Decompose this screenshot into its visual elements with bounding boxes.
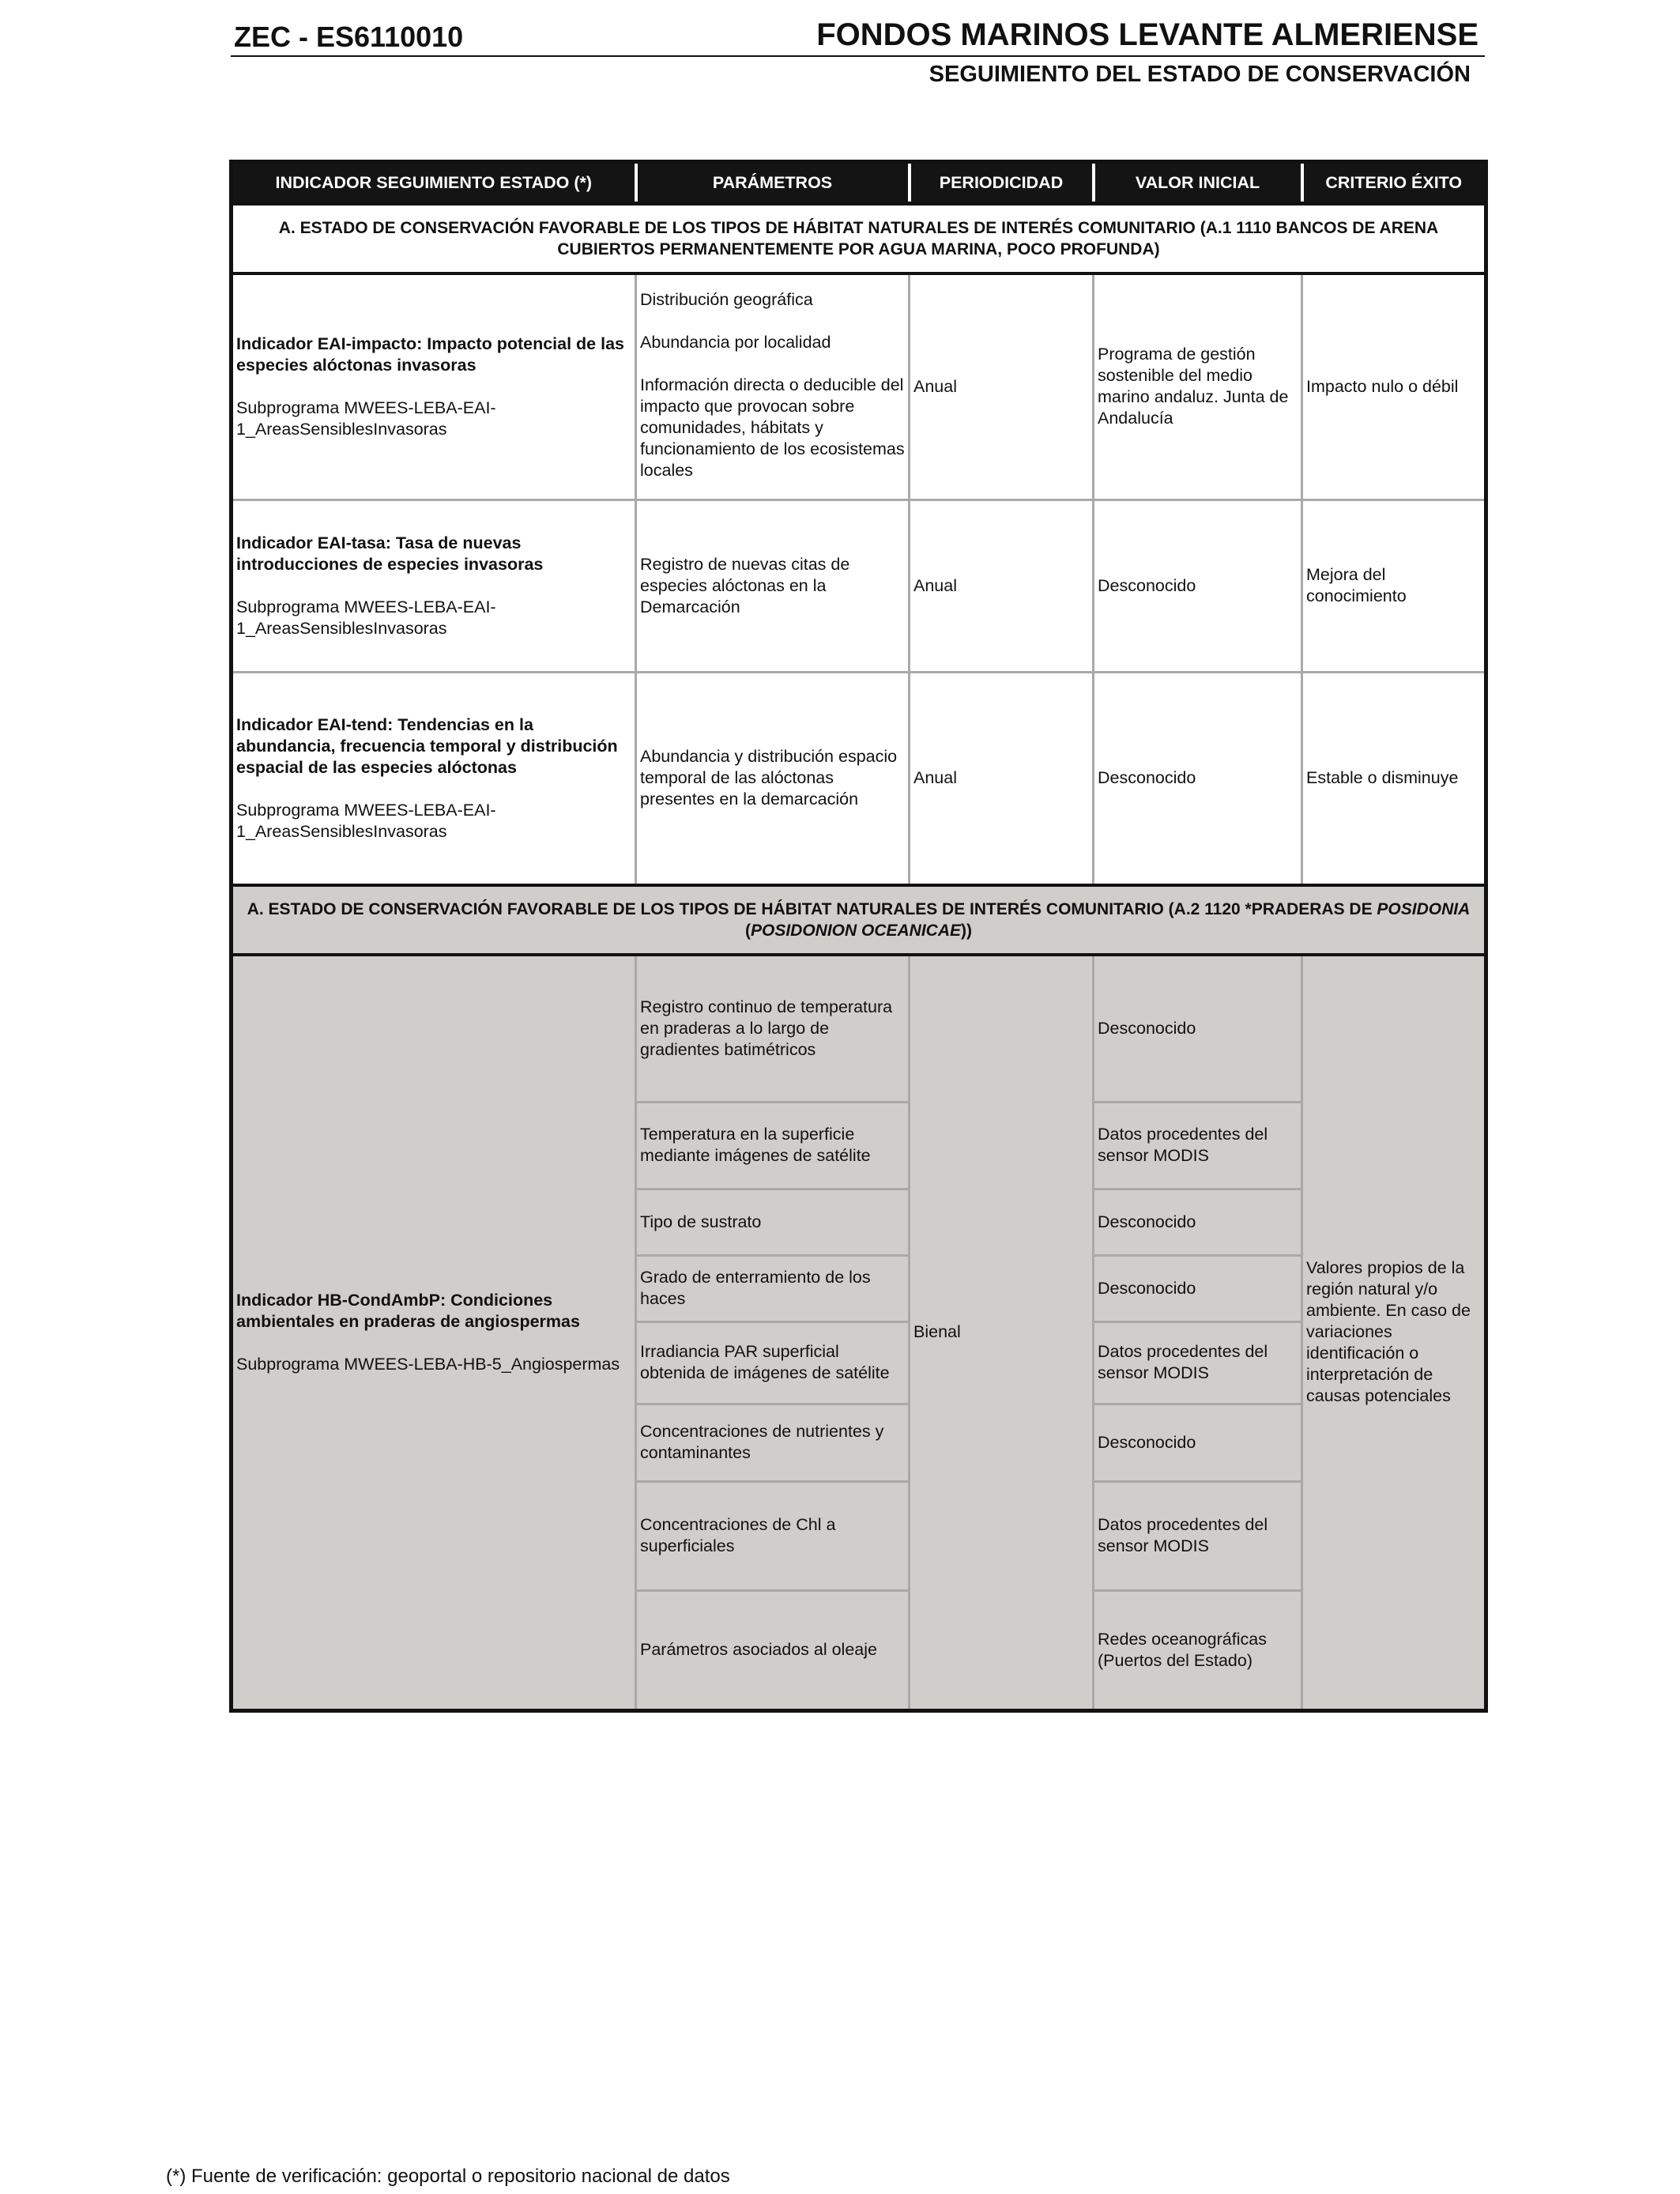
column-header-initial-value: VALOR INICIAL (1094, 162, 1302, 204)
parameters-cell: Concentraciones de nutrientes y contaminantes (636, 1404, 910, 1481)
criterion-cell: Mejora del conocimiento (1302, 499, 1486, 672)
section-title-italic: POSIDONIA (1377, 900, 1471, 918)
criterion-cell: Estable o disminuye (1302, 672, 1486, 885)
initial-value-cell: Redes oceanográficas (Puertos del Estado) (1094, 1590, 1302, 1710)
initial-value-cell: Desconocido (1094, 1255, 1302, 1321)
site-code: ZEC - ES6110010 (234, 21, 464, 53)
document-subtitle: SEGUIMIENTO DEL ESTADO DE CONSERVACIÓN (929, 62, 1471, 87)
initial-value-cell: Desconocido (1094, 672, 1302, 885)
periodicity-cell: Anual (910, 499, 1094, 672)
indicator-title: Indicador HB-CondAmbP: Condiciones ambientales en praderas de angiospermas (236, 1290, 580, 1331)
section-title (232, 885, 1486, 955)
section-title-part: A. ESTADO DE CONSERVACIÓN FAVORABLE DE LOS TIPOS DE HÁBITAT NATURALES DE INTERÉS COMUNITARIO (A.2 1120 *PRADERAS DE (247, 900, 1377, 918)
initial-value-cell: Desconocido (1094, 955, 1302, 1102)
criterion-cell: Impacto nulo o débil (1302, 273, 1486, 499)
indicator-title: Indicador EAI-tasa: Tasa de nuevas introducciones de especies invasoras (236, 533, 544, 574)
parameter-item: Distribución geográfica (640, 290, 813, 309)
column-header-success-criterion: CRITERIO ÉXITO (1302, 162, 1486, 204)
initial-value-cell: Desconocido (1094, 1189, 1302, 1255)
table-header-row (232, 162, 1486, 204)
initial-value-cell: Desconocido (1094, 1404, 1302, 1481)
subprogram-label: Subprograma MWEES-LEBA-HB-5_Angiospermas (236, 1354, 620, 1374)
section-header-row (232, 885, 1486, 955)
section-title: A. ESTADO DE CONSERVACIÓN FAVORABLE DE LOS TIPOS DE HÁBITAT NATURALES DE INTERÉS COMUNITARIO (A.1 1110 BANCOS DE ARENA CUBIERTOS PERMANENTEMENTE POR AGUA MARINA, POCO PROFUNDA) (232, 204, 1486, 274)
table-row (232, 955, 1486, 1102)
parameters-cell: Concentraciones de Chl a superficiales (636, 1481, 910, 1590)
indicator-title: Indicador EAI-tend: Tendencias en la abundancia, frecuencia temporal y distribución espacial de las especies alóctonas (236, 714, 618, 777)
column-header-indicator: INDICADOR SEGUIMIENTO ESTADO (*) (232, 162, 636, 204)
column-header-parameters: PARÁMETROS (636, 162, 910, 204)
criterion-cell: Valores propios de la región natural y/o ambiente. En caso de variaciones identificación o interpretación de causas potenciales (1302, 955, 1486, 1710)
indicator-cell (232, 499, 636, 672)
periodicity-cell: Anual (910, 273, 1094, 499)
parameters-cell: Grado de enterramiento de los haces (636, 1255, 910, 1321)
parameter-item: Abundancia por localidad (640, 333, 831, 352)
document-title: FONDOS MARINOS LEVANTE ALMERIENSE (816, 17, 1478, 52)
parameters-cell (636, 672, 910, 885)
parameters-cell: Registro continuo de temperatura en praderas a lo largo de gradientes batimétricos (636, 955, 910, 1102)
parameter-item: Registro de nuevas citas de especies alóctonas en la Demarcación (640, 554, 850, 616)
periodicity-cell: Bienal (910, 955, 1094, 1710)
subprogram-label: Subprograma MWEES-LEBA-EAI-1_AreasSensiblesInvasoras (236, 398, 496, 439)
indicator-cell (232, 273, 636, 499)
header-divider (231, 55, 1485, 57)
section-title-part: )) (961, 922, 973, 940)
table-row (232, 273, 1486, 499)
parameters-cell (636, 273, 910, 499)
section-header-row (232, 204, 1486, 274)
indicator-cell (232, 955, 636, 1710)
parameters-cell (636, 499, 910, 672)
initial-value-cell: Datos procedentes del sensor MODIS (1094, 1321, 1302, 1404)
column-header-periodicity: PERIODICIDAD (910, 162, 1094, 204)
initial-value-cell: Programa de gestión sostenible del medio marino andaluz. Junta de Andalucía (1094, 273, 1302, 499)
indicator-cell (232, 672, 636, 885)
monitoring-table (229, 160, 1488, 1713)
subprogram-label: Subprograma MWEES-LEBA-EAI-1_AreasSensiblesInvasoras (236, 800, 496, 841)
indicator-title: Indicador EAI-impacto: Impacto potencial de las especies alóctonas invasoras (236, 334, 625, 375)
footnote: (*) Fuente de verificación: geoportal o repositorio nacional de datos (166, 2166, 730, 2187)
periodicity-cell: Anual (910, 672, 1094, 885)
initial-value-cell: Datos procedentes del sensor MODIS (1094, 1102, 1302, 1189)
parameters-cell: Temperatura en la superficie mediante imágenes de satélite (636, 1102, 910, 1189)
initial-value-cell: Desconocido (1094, 499, 1302, 672)
parameter-item: Abundancia y distribución espacio temporal de las alóctonas presentes en la demarcación (640, 747, 898, 809)
subprogram-label: Subprograma MWEES-LEBA-EAI-1_AreasSensiblesInvasoras (236, 597, 496, 638)
section-title-italic: POSIDONION OCEANICAE (750, 922, 962, 940)
section-title-part: ( (744, 922, 751, 940)
parameters-cell: Parámetros asociados al oleaje (636, 1590, 910, 1710)
table-row (232, 672, 1486, 885)
parameters-cell: Tipo de sustrato (636, 1189, 910, 1255)
table-row (232, 499, 1486, 672)
initial-value-cell: Datos procedentes del sensor MODIS (1094, 1481, 1302, 1590)
parameter-item: Información directa o deducible del impacto que provocan sobre comunidades, hábitats y funcionamiento de los ecosistemas locales (640, 375, 905, 480)
parameters-cell: Irradiancia PAR superficial obtenida de imágenes de satélite (636, 1321, 910, 1404)
